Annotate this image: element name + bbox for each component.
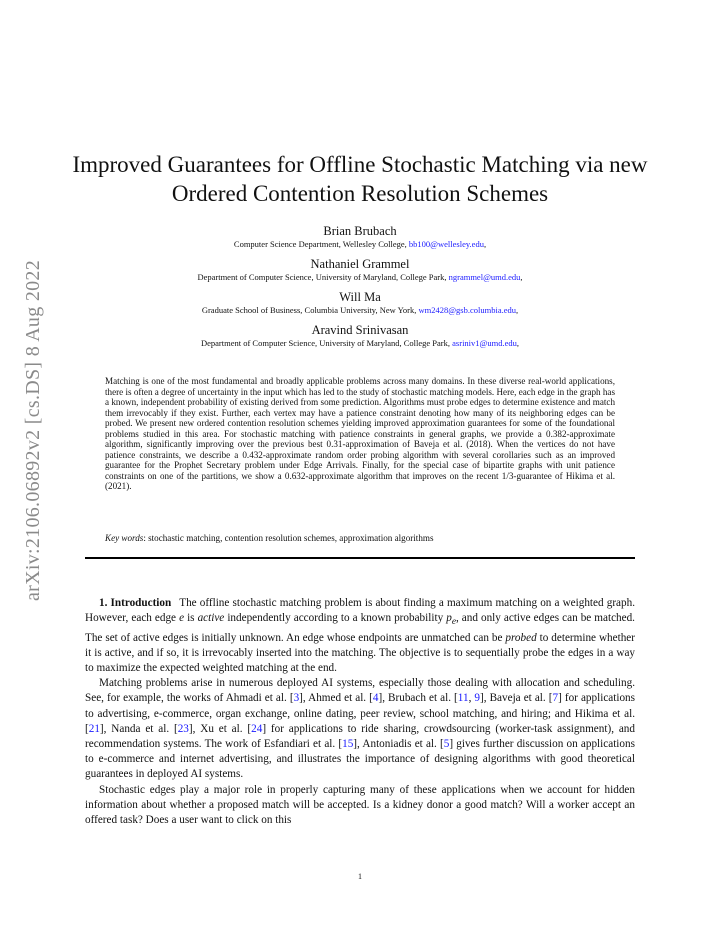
citation-link[interactable]: 23 [177,722,189,735]
author-affiliation: Department of Computer Science, University of Maryland, College Park, asriniv1@umd.edu, [200,338,520,348]
intro-paragraph-3: Stochastic edges play a major role in properly capturing many of these applications when we account for hidden information about whether a proposed match will be accepted. Is a kidney donor a good match? Will a worker accept an offered task? Does a user want to click on this [85,783,635,827]
abstract: Matching is one of the most fundamental and broadly applicable problems across many domains. In these diverse real-world applications, there is often a degree of uncertainty in the input which has led to the study of stochastic matching models. Here, each edge in the graph has a known, independent probability of existing derived from some prediction. Algorithms must probe edges to determine existence and match them irrevocably if they exist. Further, each vertex may have a patience constraint denoting how many of its neighboring edges can be probed. We present new ordered contention resolution schemes yielding improved approximation guarantees for some of the foundational problems studied in this area. For stochastic matching with patience constraints in general graphs, we provide a 0.382-approximate algorithm, significantly improving over the previous best 0.31-approximation of Baveja et al. (2018). When the vertices do not have patience constraints, we describe a 0.432-approximate random order probing algorithm with several corollaries such as an improved guarantee for the Prophet Secretary problem under Edge Arrivals. Finally, for the special case of bipartite graphs with unit patience constraints on one of the partitions, we show a 0.632-approximate algorithm that improves on the recent 1/3-guarantee of Hikima et al. (2021). [105,376,615,491]
citation-link[interactable]: 21 [88,722,100,735]
intro-paragraph-1: 1. Introduction The offline stochastic matching problem is about finding a maximum matching on a weighted graph. However, each edge e is active independently according to a known probability $p_e$, and only active edges can be matched. The set of active edges is initially unknown. An edge whose endpoints are unmatched can be probed to determine whether it is active, and if so, it is irrevocably inserted into the matching. The objective is to sequentially probe the edges in a way to maximize the expected weighted matching at the end. [85,597,635,675]
keywords [105,533,615,544]
citation-link[interactable]: 24 [251,722,263,735]
author-block [60,290,660,316]
author-block [60,323,660,349]
author-name: Brian Brubach [323,224,397,238]
citation-link[interactable]: 5 [443,738,450,751]
intro-paragraph-2: Matching problems arise in numerous deployed AI systems, especially those dealing with allocation and scheduling. See, for example, the works of Ahmadi et al. [3], Ahmed et al. [4], Brubach et al. [11, 9], Baveja et al. [7] for applications to advertising, e-commerce, organ exchange, online dating, peer review, school matching, and hiring; and Hikima et al. [21], Nanda et al. [23], Xu et al. [24] for applications to ride sharing, crowdsourcing (worker-task assignment), and recommendation systems. The work of Esfandiari et al. [15], Antoniadis et al. [5] gives further discussion on applications to e-commerce and internet advertising, and illustrates the importance of designing algorithms with good theoretical guarantees in deployed AI systems. [85,677,636,781]
citation-link[interactable]: 9 [474,692,481,705]
page-number: 1 [358,872,362,881]
citation-link[interactable]: 3 [293,692,300,705]
author-email-link[interactable]: ngrammel@umd.edu [448,272,521,282]
section-divider [85,557,635,559]
author-name: Will Ma [339,290,381,304]
author-block [60,257,660,283]
author-affiliation: Department of Computer Science, University of Maryland, College Park, ngrammel@umd.edu, [197,272,523,282]
citation-link[interactable]: 7 [552,692,559,705]
section-heading: 1. Introduction [99,597,172,609]
introduction-section [85,596,635,828]
paper-title: Improved Guarantees for Offline Stochastic Matching via new Ordered Contention Resolution Schemes [72,152,648,206]
arxiv-identifier-stamp [20,230,48,630]
arxiv-identifier-text: arXiv:2106.06892v2 [cs.DS] 8 Aug 2022 [22,259,45,601]
author-email-link[interactable]: asriniv1@umd.edu [452,338,517,348]
keywords-list: : stochastic matching, contention resolution schemes, approximation algorithms [143,533,434,543]
author-affiliation: Graduate School of Business, Columbia University, New York, wm2428@gsb.columbia.edu, [201,305,519,315]
citation-link[interactable]: 15 [342,738,354,751]
citation-link[interactable]: 4 [372,692,379,705]
author-email-link[interactable]: bb100@wellesley.edu [408,239,484,249]
author-name: Aravind Srinivasan [311,323,409,337]
author-block [60,224,660,250]
author-name: Nathaniel Grammel [310,257,410,271]
keywords-label: Key words [105,533,144,543]
author-affiliation: Computer Science Department, Wellesley College, bb100@wellesley.edu, [233,239,487,249]
citation-link[interactable]: 11 [457,692,469,705]
author-list [60,224,660,356]
author-email-link[interactable]: wm2428@gsb.columbia.edu [418,305,517,315]
